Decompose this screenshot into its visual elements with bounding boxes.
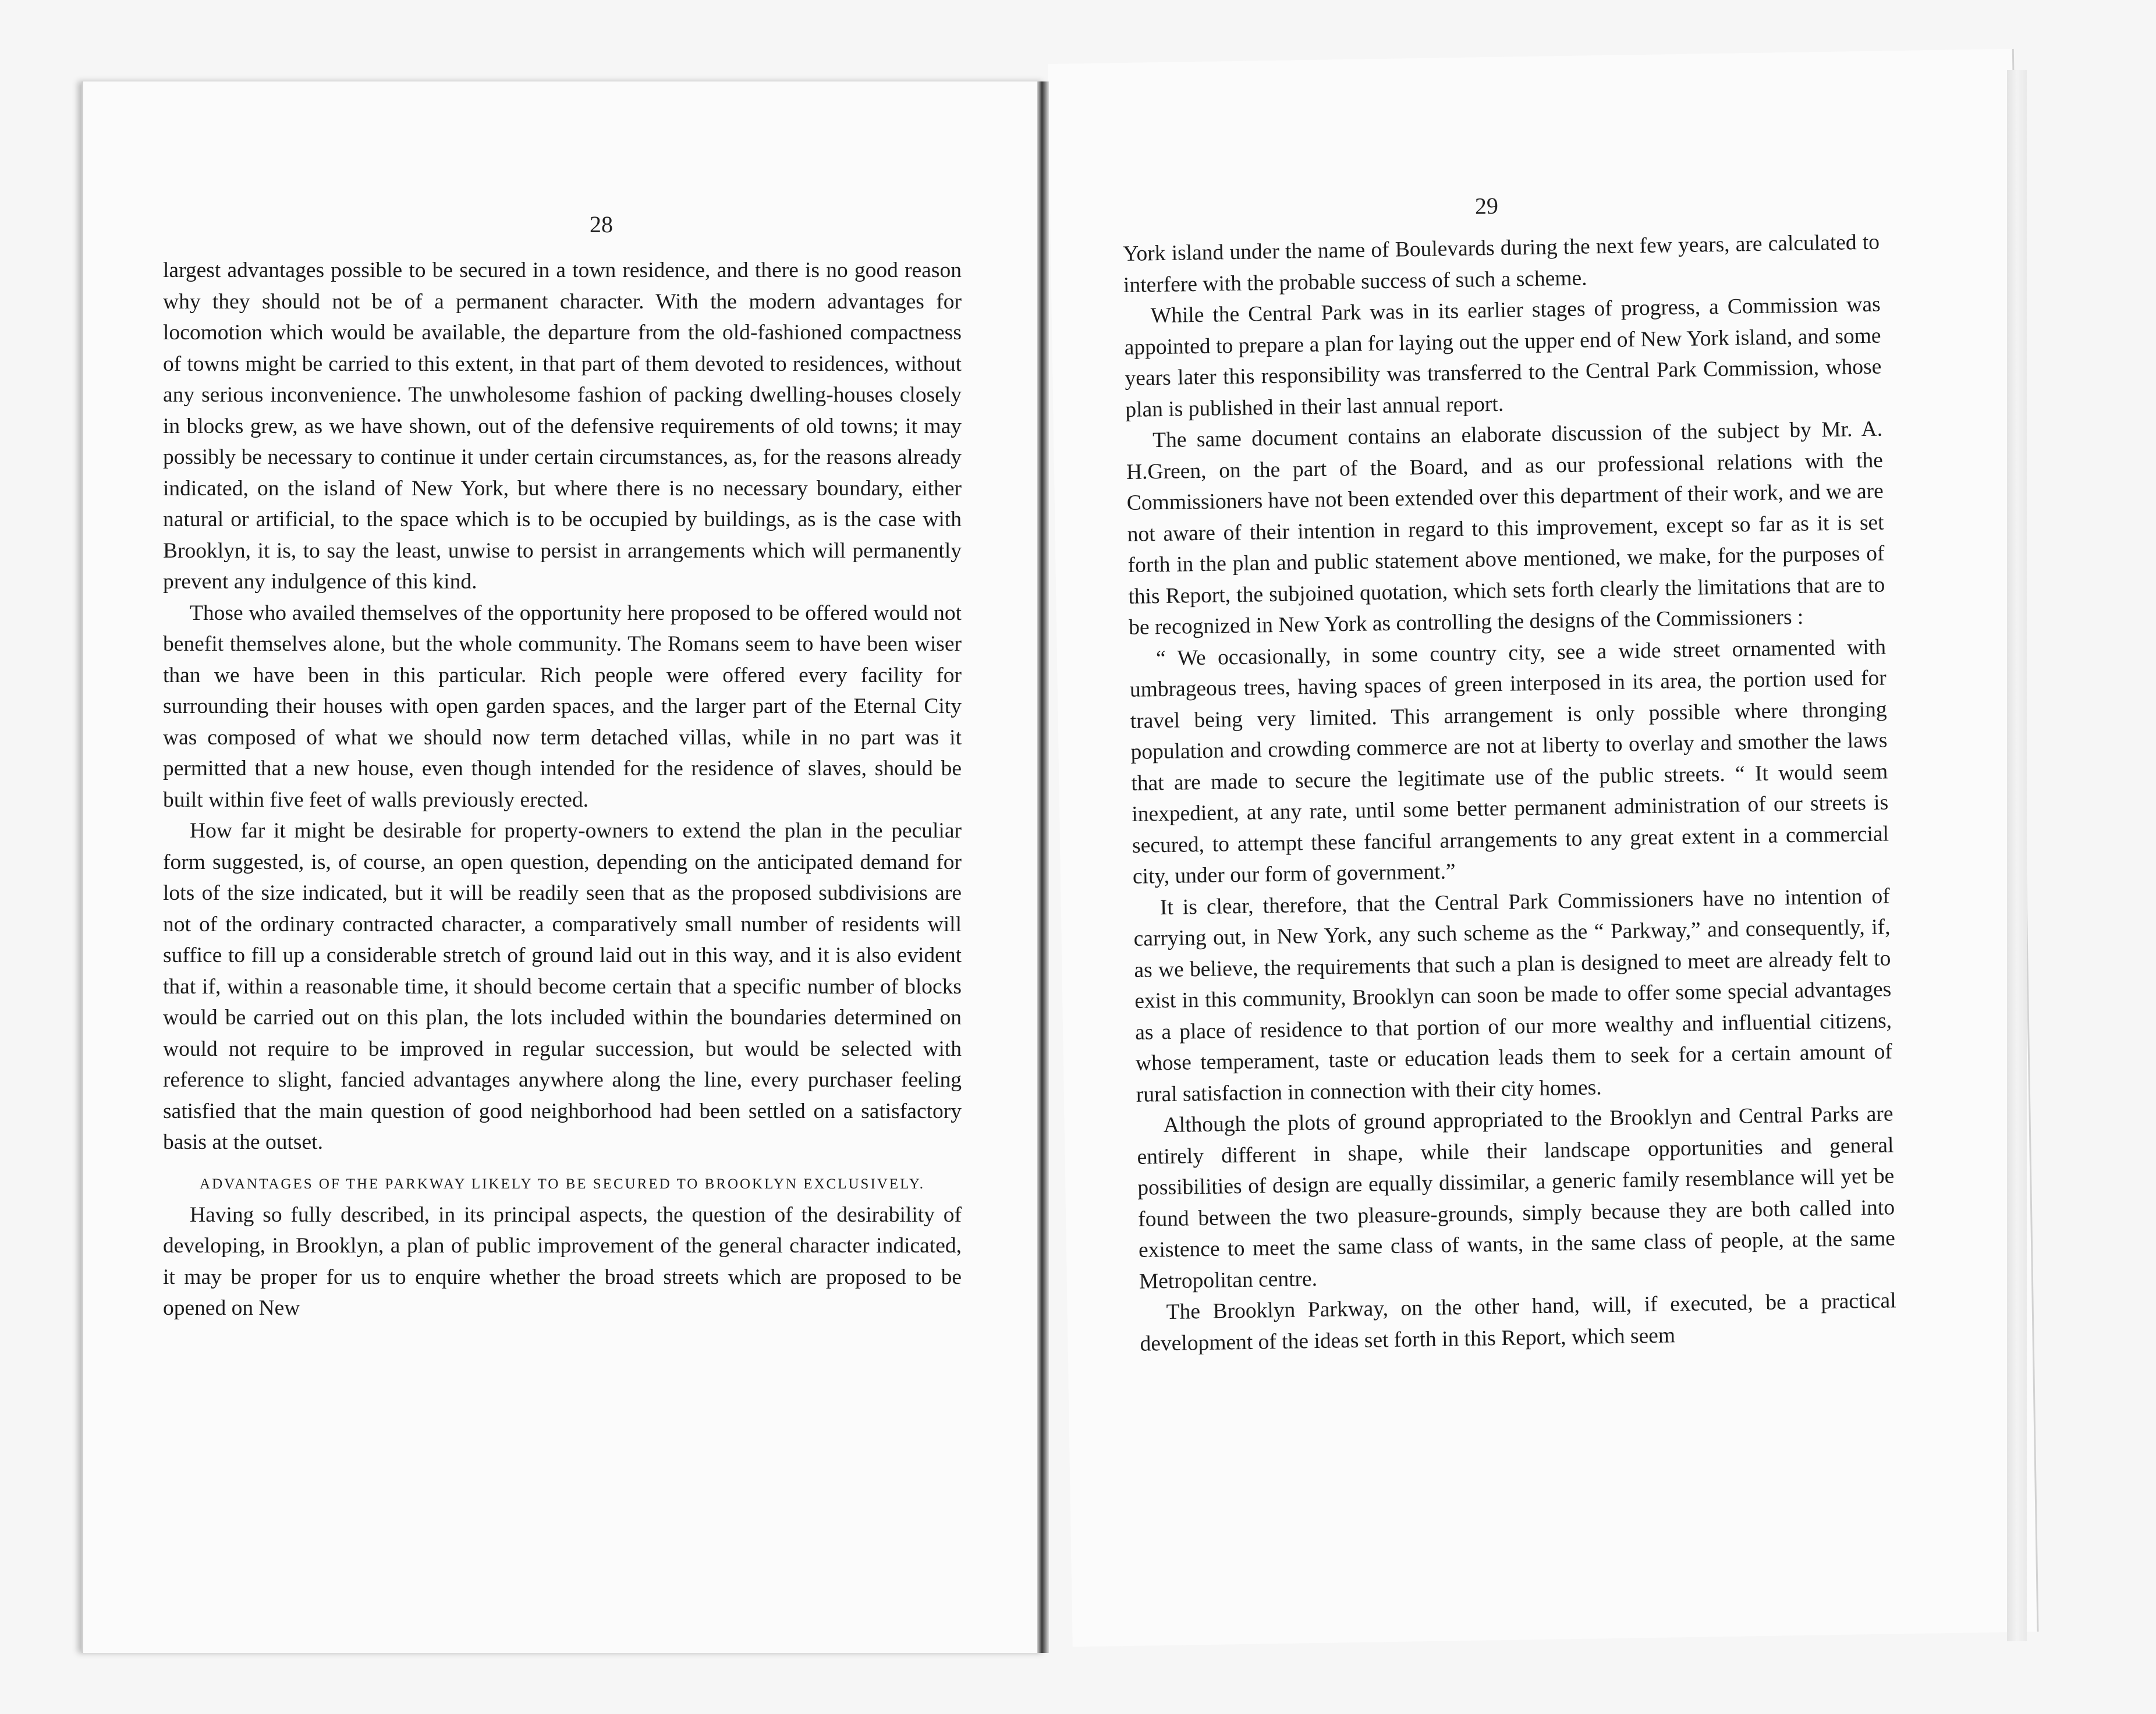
right-page xyxy=(1048,49,2039,1647)
left-page-body xyxy=(163,255,962,1324)
right-page-number: 29 xyxy=(1474,192,1499,219)
section-heading: ADVANTAGES OF THE PARKWAY LIKELY TO BE SECURED TO BROOKLYN EXCLUSIVELY. xyxy=(200,1176,925,1192)
paragraph: Although the plots of ground appropriated to the Brooklyn and Central Parks are entirely different in shape, while their landscape opportunities and general possibilities of design are equally dissimilar, a generic family resemblance will yet be found between the two pleasure-grounds, simply because they are both called into existence to meet the same class of wants, in the same class of people, at the same Metropolitan centre. xyxy=(1137,1102,1896,1294)
paragraph: Having so fully described, in its principal aspects, the question of the desirability of developing, in Brooklyn, a plan of public improvement of the general character indicated, it may be proper for us to enquire whether the broad streets which are proposed to be opened on New xyxy=(163,1202,962,1320)
paragraph: The same document contains an elaborate discussion of the subject by Mr. A. H.Green, on the part of the Board, and as our professional relations with the Commissioners have not been extended over this department of their work, and we are not aware of their intention in regard to this improvement, except so far as it is set forth in the plan and public statement above mentioned, we make, for the purposes of this Report, the subjoined quotation, which sets forth clearly the limitations that are to be recognized in New York as controlling the designs of the Commissioners : xyxy=(1126,417,1885,640)
paragraph: It is clear, therefore, that the Central Park Commissioners have no intention of carrying out, in New York, any such scheme as the “ Parkway,” and consequently, if, as we believe, the requirements that such a plan is designed to meet are already felt to exist in this community, Brooklyn can soon be made to offer some special advantages as a place of residence to that portion of our more wealthy and influential citizens, whose temperament, taste or education leads them to seek for a certain amount of rural satisfaction in connection with their city homes. xyxy=(1133,883,1893,1107)
paragraph: Those who availed themselves of the opportunity here proposed to be offered would not benefit themselves alone, but the whole community. The Romans seem to have been wiser than we have been in this particular. Rich people were offered every facility for surrounding their houses with open garden spaces, and the larger part of the Eternal City was composed of what we should now term detached villas, while in no part was it permitted that a new house, even though intended for the residence of slaves, should be built within five feet of walls previously erected. xyxy=(163,601,962,812)
left-page-number: 28 xyxy=(590,211,613,237)
paragraph: York island under the name of Boulevards during the next few years, are calculated to interfere with the probable success of such a scheme. xyxy=(1122,230,1880,297)
block-quote: “ We occasionally, in some country city, see a wide street ornamented with umbrageous trees, having spaces of green interposed in its area, the portion used for travel being very limited. This arrangement is only possible where thronging population and crowding commerce are not at liberty to overlay and smother the laws that are made to secure the legitimate use of the public streets. “ It would seem inexpedient, at any rate, until some better permanent administration of our streets is secured, to attempt these fanciful arrangements to any great extent in a commercial city, under our form of government.” xyxy=(1129,635,1889,889)
paragraph: While the Central Park was in its earlier stages of progress, a Commission was appointed to prepare a plan for laying out the upper end of New York island, and some years later this responsibility was transferred to the Central Park Commission, whose plan is published in their last annual report. xyxy=(1124,292,1882,422)
paragraph: largest advantages possible to be secured in a town residence, and there is no good reason why they should not be of a permanent character. With the modern advantages for locomotion which would be available, the departure from the old-fashioned compactness of towns might be carried to this extent, in that part of them devoted to residences, without any serious inconvenience. The unwholesome fashion of packing dwelling-houses closely in blocks grew, as we have shown, out of the defensive requirements of old towns; it may possibly be necessary to continue it under certain circumstances, as, for the reasons already indicated, on the island of New York, but where there is no necessary boundary, either natural or artificial, to the space which is to be occupied by buildings, as is the case with Brooklyn, it is, to say the least, unwise to persist in arrangements which will permanently prevent any indulgence of this kind. xyxy=(163,258,962,594)
paragraph: The Brooklyn Parkway, on the other hand, will, if executed, be a practical development of the ideas set forth in this Report, which seem xyxy=(1140,1289,1896,1356)
paragraph: How far it might be desirable for property-owners to extend the plan in the peculiar form suggested, is, of course, an open question, depending on the anticipated demand for lots of the size indicated, but it will be readily seen that as the proposed subdivisions are not of the ordinary contracted character, a comparatively small number of residents will suffice to fill up a considerable stretch of ground laid out in this way, and it is also evident that if, within a reasonable time, it should become certain that a specific number of blocks would be carried out on this plan, the lots included within the boundaries determined on would not require to be improved in regular succession, but would be selected with reference to slight, fancied advantages anywhere along the line, every purchaser feeling satisfied that the main question of good neighborhood had been settled on a satisfactory basis at the outset. xyxy=(163,819,962,1154)
book-gutter xyxy=(1037,81,1049,1653)
page-edge xyxy=(2007,70,2027,1641)
right-page-body xyxy=(1123,227,1897,1360)
